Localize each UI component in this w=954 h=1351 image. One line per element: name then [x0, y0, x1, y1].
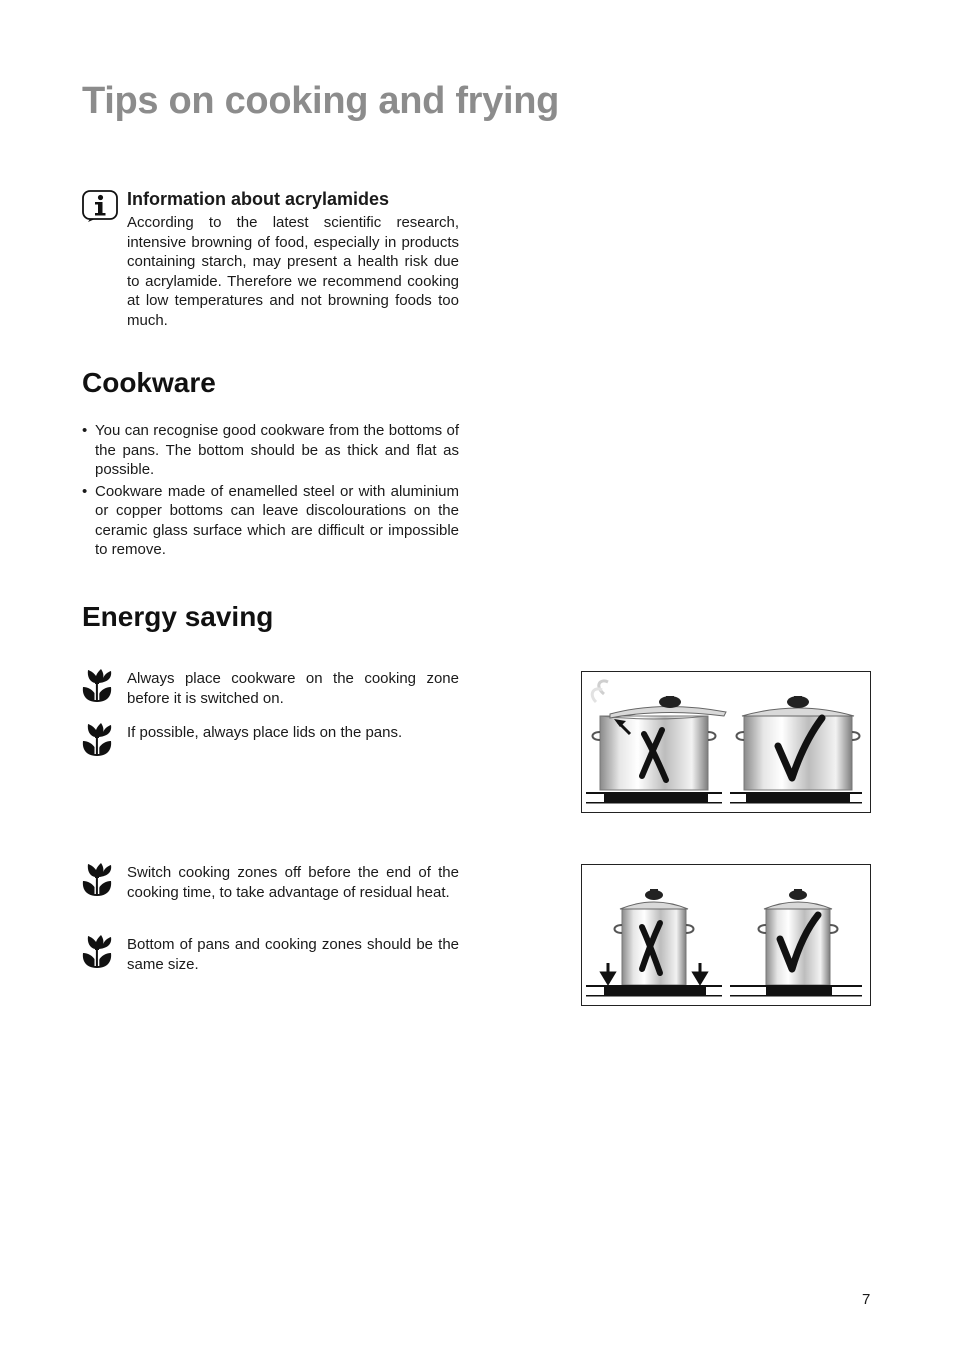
environment-leaf-icon [82, 723, 112, 757]
pot-lid-ajar [586, 681, 726, 804]
tip-item [82, 669, 459, 708]
pot-size-vs-zone-size-illustration [581, 864, 871, 1006]
tip-text: Bottom of pans and cooking zones should be the same size. [127, 936, 459, 973]
pot-correct-size [730, 889, 862, 997]
tip-text: Always place cookware on the cooking zone before it is switched on. [127, 670, 459, 707]
cookware-list [82, 421, 459, 562]
arrow-down-icon [694, 963, 706, 983]
arrow-down-icon [602, 963, 614, 983]
pot-lid-closed [730, 696, 862, 804]
environment-leaf-icon [82, 935, 112, 969]
list-item [82, 421, 459, 480]
pots-with-and-without-lid-illustration [581, 671, 871, 813]
tip-item [82, 935, 459, 974]
tip-item [82, 723, 459, 743]
bullet-icon: • [82, 482, 88, 500]
bullet-icon: • [82, 422, 88, 439]
page-number: 7 [862, 1291, 871, 1308]
list-item-text: Cookware made of enamelled steel or with aluminium or copper bottoms can leave discolourations on the ceramic glass surface which are difficult or impossible to remove. [95, 482, 459, 558]
energy-heading: Energy saving [82, 601, 274, 632]
list-item-text: You can recognise good cookware from the bottoms of the pans. The bottom should be as thick and flat as possible. [95, 422, 459, 478]
environment-leaf-icon [82, 669, 112, 703]
info-icon [82, 190, 118, 222]
page-title: Tips on cooking and frying [82, 80, 560, 122]
pot-too-small [586, 889, 722, 997]
info-text: According to the latest scientific research, intensive browning of food, especially in products containing starch, may present a health risk due to acrylamide. Therefore we recommend cooking at low temperatures and not browning foods too much. [127, 214, 459, 329]
environment-leaf-icon [82, 863, 112, 897]
tip-text: Switch cooking zones off before the end of the cooking time, to take advantage of residual heat. [127, 864, 459, 901]
info-title: Information about acrylamides [127, 189, 390, 209]
cookware-heading: Cookware [82, 367, 216, 398]
list-item [82, 482, 459, 560]
tip-text: If possible, always place lids on the pans. [127, 724, 403, 741]
tip-item [82, 863, 459, 902]
